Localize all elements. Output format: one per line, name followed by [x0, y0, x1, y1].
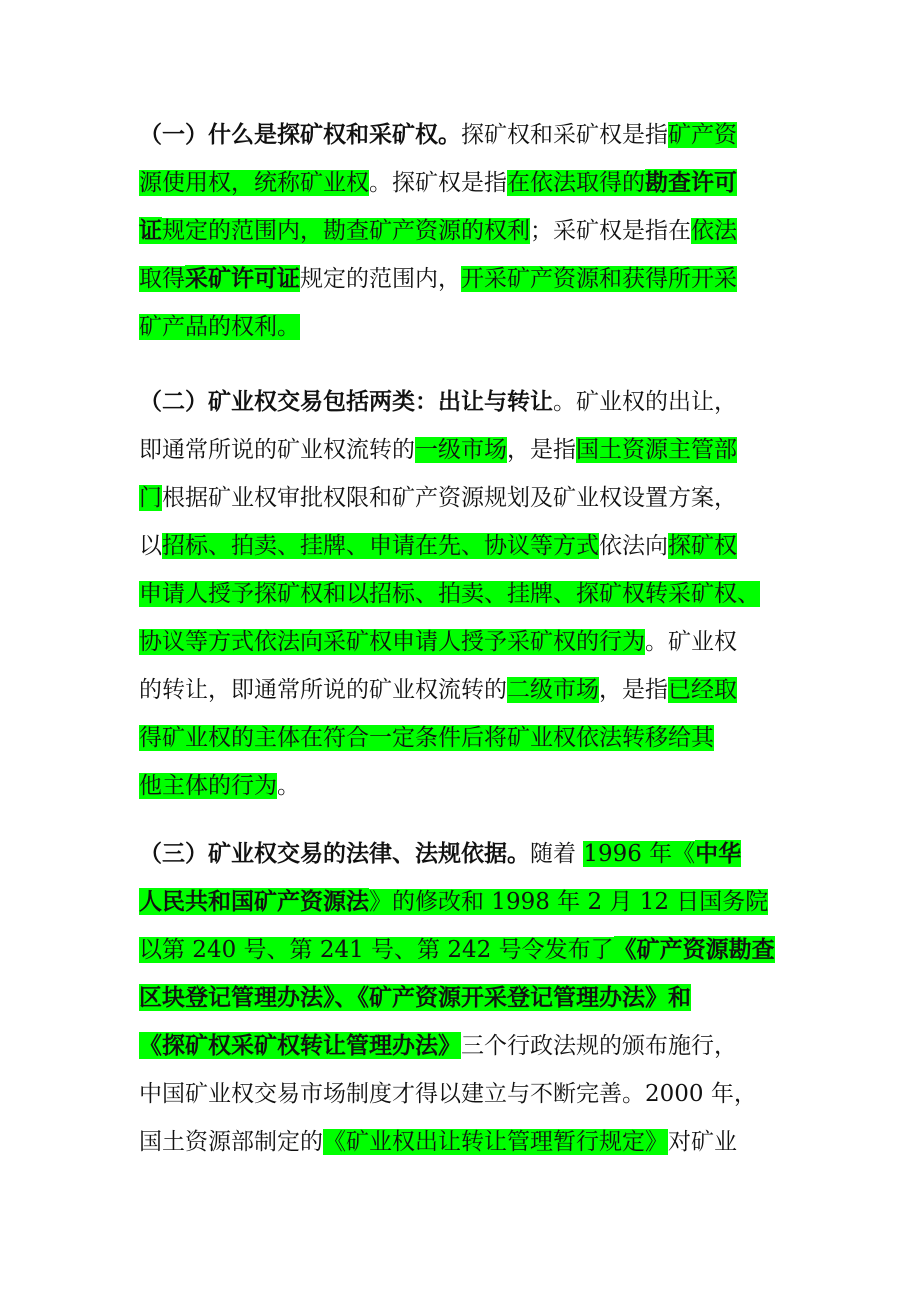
- highlighted-text: 门: [139, 485, 162, 511]
- text-run: 即通常所说的矿业权流转的: [139, 437, 415, 463]
- text-run: （一）什么是探矿权和采矿权。: [139, 121, 461, 148]
- text-line: [139, 526, 737, 566]
- highlighted-text: 中华: [695, 840, 742, 867]
- text-run: 规定的范围内，: [300, 266, 461, 292]
- highlighted-text: 开采矿产资源和获得所开采: [461, 266, 737, 292]
- text-line: [139, 766, 300, 806]
- text-line: [139, 930, 775, 970]
- highlighted-text: 《矿业权出让转让管理暂行规定》: [323, 1129, 668, 1155]
- highlighted-text: 国土资源主管部: [576, 437, 737, 463]
- highlighted-text: 探矿权: [668, 533, 737, 559]
- highlighted-text: 规定的范围内，勘查矿产资源的权利: [162, 218, 530, 244]
- text-run: 。矿业权的出让，: [553, 389, 737, 415]
- highlighted-text: 采矿许可证: [185, 265, 300, 292]
- text-run: （三）矿业权交易的法律、法规依据。: [139, 840, 530, 867]
- text-run: 对矿业: [668, 1129, 737, 1155]
- highlighted-text: 矿产资: [668, 122, 737, 148]
- text-line: [139, 211, 737, 251]
- highlighted-text: 《矿产资源勘查: [613, 936, 775, 963]
- highlighted-text: 已经取: [668, 677, 737, 703]
- text-line: [139, 834, 741, 874]
- text-line: [139, 670, 737, 710]
- text-line: [139, 163, 737, 203]
- highlighted-text: 1996 年《: [583, 841, 696, 867]
- text-line: [139, 1122, 737, 1162]
- text-line: [139, 978, 691, 1018]
- text-run: 三个行政法规的颁布施行，: [461, 1033, 737, 1059]
- highlighted-text: 》的修改和 1998 年 2 月 12 日国务院: [369, 889, 769, 915]
- text-run: 的转让，即通常所说的矿业权流转的: [139, 677, 507, 703]
- highlighted-text: 勘查许可: [645, 169, 737, 196]
- highlighted-text: 矿产品的权利。: [139, 314, 300, 340]
- text-line: [139, 622, 737, 662]
- text-line: [139, 259, 737, 299]
- highlighted-text: 协议等方式依法向采矿权申请人授予采矿权的行为: [139, 629, 645, 655]
- highlighted-text: 证: [139, 217, 162, 244]
- highlighted-text: 以第 240 号、第 241 号、第 242 号令发布了: [139, 937, 614, 963]
- highlighted-text: 《探矿权采矿权转让管理办法》: [139, 1032, 461, 1059]
- text-line: [139, 718, 714, 758]
- text-line: [139, 1074, 757, 1114]
- highlighted-text: 区块登记管理办法》、《矿产资源开采登记管理办法》和: [139, 984, 691, 1011]
- highlighted-text: 他主体的行为: [139, 773, 277, 799]
- text-run: 随着: [530, 841, 584, 867]
- text-run: 依法向: [599, 533, 668, 559]
- highlighted-text: 二级市场: [507, 677, 599, 703]
- highlighted-text: 在依法取得的: [507, 170, 645, 196]
- text-line: [139, 574, 760, 614]
- highlighted-text: 取得: [139, 266, 185, 292]
- highlighted-text: 依法: [691, 218, 737, 244]
- text-run: 中国矿业权交易市场制度才得以建立与不断完善。2000 年，: [139, 1081, 757, 1107]
- text-run: 以: [139, 533, 162, 559]
- text-run: ，是指: [507, 437, 576, 463]
- text-run: 。矿业权: [645, 629, 737, 655]
- text-line: [139, 382, 737, 422]
- text-run: ，是指: [599, 677, 668, 703]
- text-line: [139, 882, 768, 922]
- text-line: [139, 115, 737, 155]
- text-line: [139, 1026, 737, 1066]
- highlighted-text: 申请人授予探矿权和以招标、拍卖、挂牌、探矿权转采矿权、: [139, 581, 760, 607]
- text-line: [139, 430, 737, 470]
- text-line: [139, 307, 300, 347]
- highlighted-text: 招标、拍卖、挂牌、申请在先、协议等方式: [162, 533, 599, 559]
- highlighted-text: 得矿业权的主体在符合一定条件后将矿业权依法转移给其: [139, 725, 714, 751]
- text-run: 。探矿权是指: [369, 170, 507, 196]
- highlighted-text: 一级市场: [415, 437, 507, 463]
- text-line: [139, 478, 737, 518]
- text-run: 根据矿业权审批权限和矿产资源规划及矿业权设置方案，: [162, 485, 737, 511]
- text-run: ；采矿权是指在: [530, 218, 691, 244]
- highlighted-text: 人民共和国矿产资源法: [139, 888, 369, 915]
- text-run: 国土资源部制定的: [139, 1129, 323, 1155]
- text-run: 。: [277, 773, 300, 799]
- text-run: （二）矿业权交易包括两类：出让与转让: [139, 388, 553, 415]
- text-run: 探矿权和采矿权是指: [461, 122, 668, 148]
- highlighted-text: 源使用权，统称矿业权: [139, 170, 369, 196]
